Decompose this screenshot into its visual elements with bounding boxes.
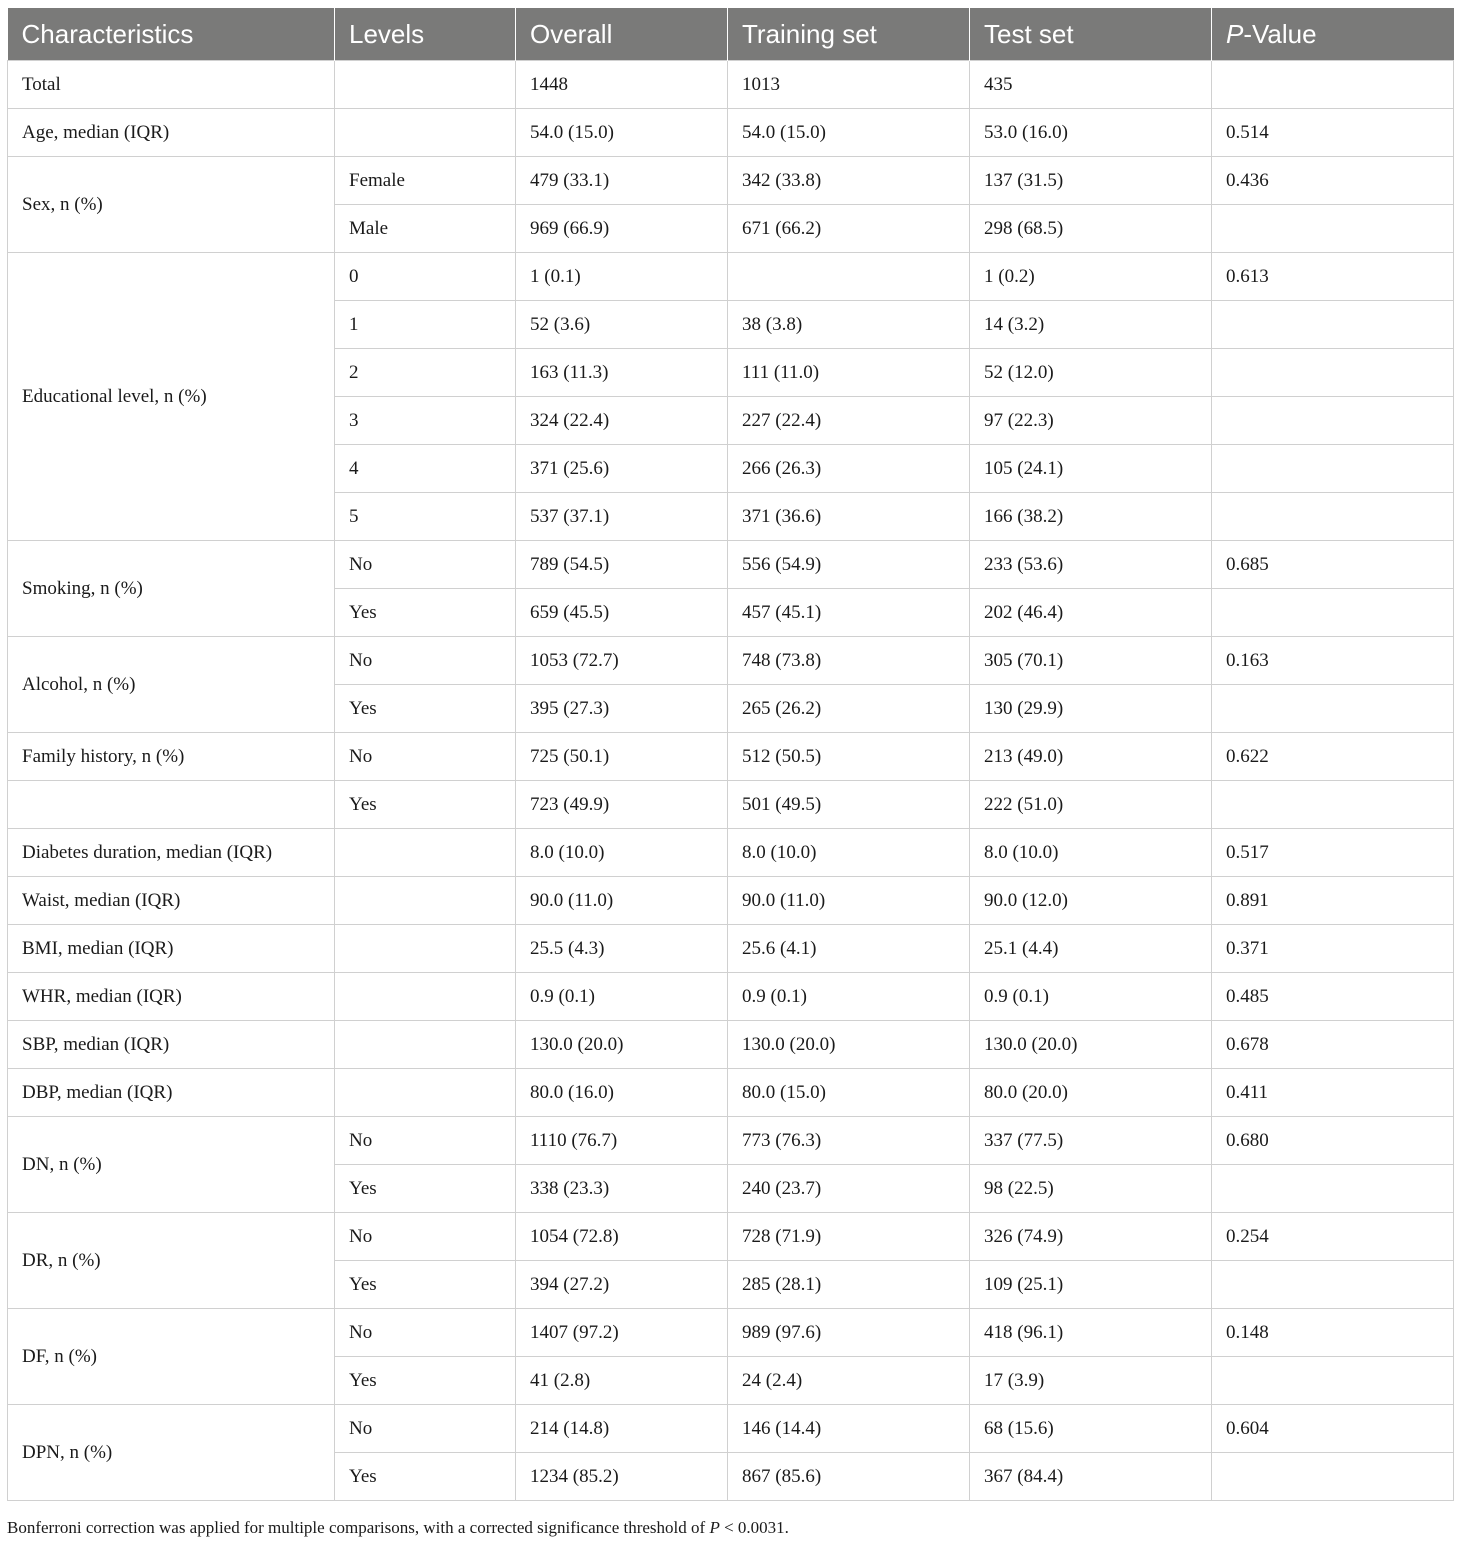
table-row <box>8 925 1454 973</box>
cell-overall: 537 (37.1) <box>516 493 728 541</box>
table-row <box>8 253 1454 301</box>
cell-training: 240 (23.7) <box>728 1165 970 1213</box>
cell-training: 371 (36.6) <box>728 493 970 541</box>
header-test-set: Test set <box>970 8 1212 61</box>
cell-overall: 1054 (72.8) <box>516 1213 728 1261</box>
cell-p-value: 0.678 <box>1212 1021 1454 1069</box>
cell-training: 24 (2.4) <box>728 1357 970 1405</box>
cell-level: No <box>335 637 516 685</box>
cell-overall: 90.0 (11.0) <box>516 877 728 925</box>
cell-training: 25.6 (4.1) <box>728 925 970 973</box>
cell-test: 130 (29.9) <box>970 685 1212 733</box>
cell-overall: 1110 (76.7) <box>516 1117 728 1165</box>
header-p-value <box>1212 8 1454 61</box>
table-row <box>8 877 1454 925</box>
cell-test: 202 (46.4) <box>970 589 1212 637</box>
footnote-text: Bonferroni correction was applied for multiple comparisons, with a corrected significance threshold of <box>7 1518 710 1537</box>
cell-test: 109 (25.1) <box>970 1261 1212 1309</box>
cell-overall: 1234 (85.2) <box>516 1453 728 1501</box>
cell-test: 137 (31.5) <box>970 157 1212 205</box>
cell-training: 342 (33.8) <box>728 157 970 205</box>
cell-training: 146 (14.4) <box>728 1405 970 1453</box>
cell-level <box>335 109 516 157</box>
cell-characteristic: Educational level, n (%) <box>8 253 335 541</box>
cell-test: 298 (68.5) <box>970 205 1212 253</box>
cell-p-value: 0.517 <box>1212 829 1454 877</box>
cell-p-value <box>1212 397 1454 445</box>
footnote <box>7 1518 789 1538</box>
cell-training: 671 (66.2) <box>728 205 970 253</box>
cell-p-value: 0.604 <box>1212 1405 1454 1453</box>
cell-p-value: 0.148 <box>1212 1309 1454 1357</box>
cell-level: No <box>335 1213 516 1261</box>
cell-level: No <box>335 1117 516 1165</box>
cell-characteristic: SBP, median (IQR) <box>8 1021 335 1069</box>
cell-training: 90.0 (11.0) <box>728 877 970 925</box>
table-container <box>7 8 1453 1501</box>
cell-p-value: 0.613 <box>1212 253 1454 301</box>
cell-test: 17 (3.9) <box>970 1357 1212 1405</box>
cell-overall: 0.9 (0.1) <box>516 973 728 1021</box>
cell-training: 748 (73.8) <box>728 637 970 685</box>
cell-test: 213 (49.0) <box>970 733 1212 781</box>
cell-test: 0.9 (0.1) <box>970 973 1212 1021</box>
cell-test: 130.0 (20.0) <box>970 1021 1212 1069</box>
cell-overall: 659 (45.5) <box>516 589 728 637</box>
cell-overall: 130.0 (20.0) <box>516 1021 728 1069</box>
cell-level: No <box>335 1309 516 1357</box>
cell-test: 305 (70.1) <box>970 637 1212 685</box>
cell-training: 227 (22.4) <box>728 397 970 445</box>
cell-p-value: 0.163 <box>1212 637 1454 685</box>
cell-level <box>335 877 516 925</box>
cell-level: Yes <box>335 589 516 637</box>
cell-overall: 371 (25.6) <box>516 445 728 493</box>
cell-level <box>335 829 516 877</box>
cell-overall: 338 (23.3) <box>516 1165 728 1213</box>
cell-overall: 324 (22.4) <box>516 397 728 445</box>
cell-test: 326 (74.9) <box>970 1213 1212 1261</box>
cell-characteristic: DR, n (%) <box>8 1213 335 1309</box>
table-row <box>8 637 1454 685</box>
cell-level: Female <box>335 157 516 205</box>
header-levels: Levels <box>335 8 516 61</box>
cell-training: 130.0 (20.0) <box>728 1021 970 1069</box>
header-characteristics: Characteristics <box>8 8 335 61</box>
characteristics-table <box>7 8 1454 1501</box>
cell-training: 728 (71.9) <box>728 1213 970 1261</box>
cell-test: 25.1 (4.4) <box>970 925 1212 973</box>
cell-training: 38 (3.8) <box>728 301 970 349</box>
table-header-row <box>8 8 1454 61</box>
cell-level: No <box>335 733 516 781</box>
cell-level <box>335 925 516 973</box>
cell-test: 53.0 (16.0) <box>970 109 1212 157</box>
cell-training: 1013 <box>728 61 970 109</box>
footnote-threshold: < 0.0031. <box>719 1518 789 1537</box>
cell-training: 501 (49.5) <box>728 781 970 829</box>
cell-p-value: 0.254 <box>1212 1213 1454 1261</box>
cell-overall: 8.0 (10.0) <box>516 829 728 877</box>
table-row <box>8 541 1454 589</box>
cell-training: 80.0 (15.0) <box>728 1069 970 1117</box>
cell-overall: 723 (49.9) <box>516 781 728 829</box>
table-row <box>8 1309 1454 1357</box>
cell-test: 418 (96.1) <box>970 1309 1212 1357</box>
table-row <box>8 61 1454 109</box>
cell-overall: 163 (11.3) <box>516 349 728 397</box>
table-row <box>8 1405 1454 1453</box>
cell-p-value: 0.685 <box>1212 541 1454 589</box>
cell-test: 105 (24.1) <box>970 445 1212 493</box>
cell-overall: 725 (50.1) <box>516 733 728 781</box>
table-row <box>8 973 1454 1021</box>
cell-characteristic: Diabetes duration, median (IQR) <box>8 829 335 877</box>
table-row <box>8 109 1454 157</box>
cell-test: 8.0 (10.0) <box>970 829 1212 877</box>
cell-training: 512 (50.5) <box>728 733 970 781</box>
header-overall: Overall <box>516 8 728 61</box>
cell-characteristic: Age, median (IQR) <box>8 109 335 157</box>
cell-overall: 54.0 (15.0) <box>516 109 728 157</box>
cell-p-value: 0.622 <box>1212 733 1454 781</box>
cell-characteristic <box>8 781 335 829</box>
cell-p-value <box>1212 1453 1454 1501</box>
cell-p-value <box>1212 589 1454 637</box>
cell-characteristic: DBP, median (IQR) <box>8 1069 335 1117</box>
table-row <box>8 1117 1454 1165</box>
cell-training: 867 (85.6) <box>728 1453 970 1501</box>
cell-characteristic: DPN, n (%) <box>8 1405 335 1501</box>
cell-training: 773 (76.3) <box>728 1117 970 1165</box>
cell-characteristic: DN, n (%) <box>8 1117 335 1213</box>
cell-level: No <box>335 541 516 589</box>
cell-p-value <box>1212 1165 1454 1213</box>
cell-test: 14 (3.2) <box>970 301 1212 349</box>
cell-level: 5 <box>335 493 516 541</box>
cell-p-value: 0.680 <box>1212 1117 1454 1165</box>
cell-training: 265 (26.2) <box>728 685 970 733</box>
cell-level: 1 <box>335 301 516 349</box>
cell-test: 52 (12.0) <box>970 349 1212 397</box>
cell-training: 266 (26.3) <box>728 445 970 493</box>
cell-level: Yes <box>335 1261 516 1309</box>
table-row <box>8 1069 1454 1117</box>
cell-level: Yes <box>335 1357 516 1405</box>
cell-training: 8.0 (10.0) <box>728 829 970 877</box>
cell-overall: 1053 (72.7) <box>516 637 728 685</box>
cell-overall: 1448 <box>516 61 728 109</box>
cell-training <box>728 253 970 301</box>
cell-overall: 214 (14.8) <box>516 1405 728 1453</box>
cell-test: 80.0 (20.0) <box>970 1069 1212 1117</box>
cell-test: 222 (51.0) <box>970 781 1212 829</box>
cell-p-value: 0.436 <box>1212 157 1454 205</box>
cell-p-value <box>1212 349 1454 397</box>
cell-training: 111 (11.0) <box>728 349 970 397</box>
cell-level: Male <box>335 205 516 253</box>
cell-characteristic: Family history, n (%) <box>8 733 335 781</box>
cell-overall: 25.5 (4.3) <box>516 925 728 973</box>
cell-p-value <box>1212 781 1454 829</box>
cell-p-value <box>1212 301 1454 349</box>
cell-p-value <box>1212 1357 1454 1405</box>
cell-level: Yes <box>335 781 516 829</box>
cell-overall: 41 (2.8) <box>516 1357 728 1405</box>
cell-level <box>335 973 516 1021</box>
cell-overall: 789 (54.5) <box>516 541 728 589</box>
cell-characteristic: Waist, median (IQR) <box>8 877 335 925</box>
cell-test: 90.0 (12.0) <box>970 877 1212 925</box>
cell-overall: 395 (27.3) <box>516 685 728 733</box>
cell-training: 0.9 (0.1) <box>728 973 970 1021</box>
cell-level <box>335 1021 516 1069</box>
header-training-set: Training set <box>728 8 970 61</box>
cell-p-value: 0.371 <box>1212 925 1454 973</box>
table-row <box>8 829 1454 877</box>
cell-p-value <box>1212 445 1454 493</box>
cell-overall: 52 (3.6) <box>516 301 728 349</box>
table-row <box>8 733 1454 781</box>
cell-overall: 394 (27.2) <box>516 1261 728 1309</box>
cell-level <box>335 61 516 109</box>
cell-test: 68 (15.6) <box>970 1405 1212 1453</box>
cell-test: 1 (0.2) <box>970 253 1212 301</box>
cell-level: 2 <box>335 349 516 397</box>
cell-test: 166 (38.2) <box>970 493 1212 541</box>
cell-training: 989 (97.6) <box>728 1309 970 1357</box>
cell-test: 367 (84.4) <box>970 1453 1212 1501</box>
cell-test: 98 (22.5) <box>970 1165 1212 1213</box>
cell-overall: 479 (33.1) <box>516 157 728 205</box>
footnote-p: P <box>709 1518 720 1537</box>
cell-training: 457 (45.1) <box>728 589 970 637</box>
cell-characteristic: Sex, n (%) <box>8 157 335 253</box>
table-row <box>8 781 1454 829</box>
cell-test: 233 (53.6) <box>970 541 1212 589</box>
cell-characteristic: Total <box>8 61 335 109</box>
cell-level: Yes <box>335 1453 516 1501</box>
cell-level: Yes <box>335 1165 516 1213</box>
cell-overall: 1407 (97.2) <box>516 1309 728 1357</box>
cell-characteristic: Alcohol, n (%) <box>8 637 335 733</box>
cell-level: 3 <box>335 397 516 445</box>
cell-p-value: 0.514 <box>1212 109 1454 157</box>
header-p-italic: P <box>1226 18 1244 49</box>
table-row <box>8 1021 1454 1069</box>
cell-p-value <box>1212 61 1454 109</box>
cell-level: No <box>335 1405 516 1453</box>
table-row <box>8 157 1454 205</box>
cell-training: 556 (54.9) <box>728 541 970 589</box>
cell-characteristic: DF, n (%) <box>8 1309 335 1405</box>
cell-overall: 80.0 (16.0) <box>516 1069 728 1117</box>
cell-p-value <box>1212 493 1454 541</box>
cell-p-value <box>1212 685 1454 733</box>
table-body <box>8 61 1454 1501</box>
cell-level: 4 <box>335 445 516 493</box>
cell-overall: 1 (0.1) <box>516 253 728 301</box>
cell-characteristic: WHR, median (IQR) <box>8 973 335 1021</box>
cell-level <box>335 1069 516 1117</box>
cell-test: 97 (22.3) <box>970 397 1212 445</box>
cell-training: 285 (28.1) <box>728 1261 970 1309</box>
cell-test: 337 (77.5) <box>970 1117 1212 1165</box>
cell-characteristic: Smoking, n (%) <box>8 541 335 637</box>
cell-training: 54.0 (15.0) <box>728 109 970 157</box>
cell-test: 435 <box>970 61 1212 109</box>
cell-p-value <box>1212 205 1454 253</box>
cell-level: 0 <box>335 253 516 301</box>
cell-level: Yes <box>335 685 516 733</box>
cell-p-value <box>1212 1261 1454 1309</box>
cell-characteristic: BMI, median (IQR) <box>8 925 335 973</box>
table-row <box>8 1213 1454 1261</box>
header-p-suffix: -Value <box>1243 18 1317 49</box>
cell-p-value: 0.891 <box>1212 877 1454 925</box>
cell-p-value: 0.485 <box>1212 973 1454 1021</box>
cell-overall: 969 (66.9) <box>516 205 728 253</box>
cell-p-value: 0.411 <box>1212 1069 1454 1117</box>
